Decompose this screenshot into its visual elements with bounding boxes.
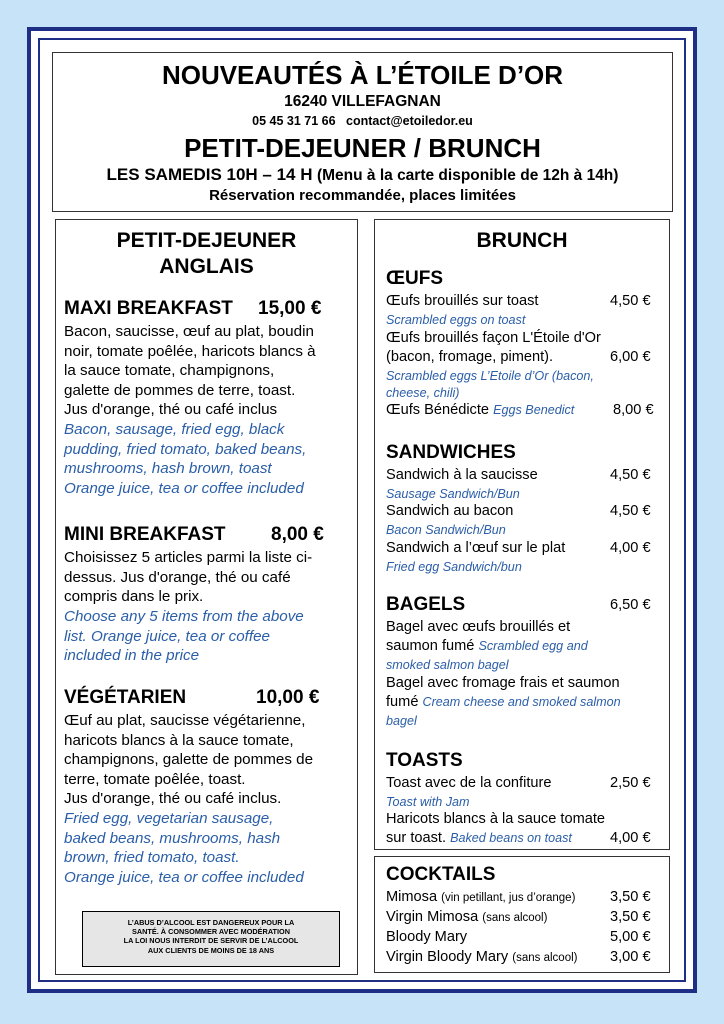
warning-line-4: AUX CLIENTS DE MOINS DE 18 ANS bbox=[147, 945, 275, 955]
mini-breakfast-title: MINI BREAKFAST bbox=[64, 524, 226, 545]
schedule bbox=[53, 165, 672, 185]
cocktail-item bbox=[386, 928, 467, 947]
maxi-fr-5: Jus d'orange, thé ou café inclus bbox=[64, 401, 278, 418]
bagel-item-2-en-1: Cream cheese and smoked salmon bbox=[422, 695, 621, 709]
veg-fr-5: Jus d'orange, thé ou café inclus. bbox=[64, 790, 282, 807]
restaurant-title: NOUVEAUTÉS À L’ÉTOILE D’OR bbox=[161, 60, 564, 90]
toast-item-2b-fr: sur toast. bbox=[386, 830, 447, 846]
vegetarian-title: VÉGÉTARIEN bbox=[64, 687, 187, 708]
maxi-fr-1: Bacon, saucisse, œuf au plat, boudin bbox=[64, 323, 314, 340]
cocktail-price: 3,50 € bbox=[610, 909, 651, 925]
toast-item-2-price: 4,00 € bbox=[610, 830, 651, 846]
restaurant-city: 16240 VILLEFAGNAN bbox=[284, 93, 441, 110]
left-title-1: PETIT-DEJEUNER bbox=[116, 229, 297, 252]
bagel-item-2a: Bagel avec fromage frais et saumon bbox=[386, 675, 620, 691]
schedule-main: LES SAMEDIS 10H – 14 H bbox=[106, 165, 313, 184]
mini-en-1: Choose any 5 items from the above bbox=[64, 608, 304, 625]
oeufs-item-1-price: 4,50 € bbox=[610, 293, 651, 309]
bagel-item-1-en-2: smoked salmon bagel bbox=[386, 658, 509, 672]
bagels-title: BAGELS bbox=[386, 594, 466, 615]
cocktail-name: Bloody Mary bbox=[386, 929, 468, 945]
sandwich-item-1-price: 4,50 € bbox=[610, 467, 651, 483]
email: contact@etoiledor.eu bbox=[346, 114, 473, 128]
oeufs-item-2-price: 6,00 € bbox=[610, 349, 651, 365]
mini-en-2: list. Orange juice, tea or coffee bbox=[64, 627, 270, 645]
toast-item-1-price: 2,50 € bbox=[610, 775, 651, 791]
sandwich-item-1-en: Sausage Sandwich/Bun bbox=[386, 487, 520, 501]
sandwich-item-3: Sandwich a l’œuf sur le plat bbox=[386, 540, 566, 556]
maxi-fr-3: la sauce tomate, champignons, bbox=[64, 362, 275, 379]
veg-fr-2: haricots blancs à la sauce tomate, bbox=[64, 731, 294, 749]
alcohol-warning bbox=[82, 911, 340, 967]
toast-item-2a: Haricots blancs à la sauce tomate bbox=[386, 811, 606, 827]
sandwich-item-2: Sandwich au bacon bbox=[386, 503, 514, 519]
maxi-fr-4: galette de pommes de terre, toast. bbox=[64, 381, 296, 399]
cocktail-item bbox=[386, 908, 547, 928]
maxi-en-3: mushrooms, hash brown, toast bbox=[64, 460, 272, 477]
oeufs-item-3-en: Eggs Benedict bbox=[493, 403, 575, 417]
maxi-en-1: Bacon, sausage, fried egg, black bbox=[64, 421, 285, 438]
cocktail-name: Virgin Mimosa bbox=[386, 909, 479, 925]
vegetarian-price: 10,00 € bbox=[256, 687, 320, 708]
cocktail-item bbox=[386, 948, 577, 968]
header-box bbox=[52, 52, 673, 212]
mini-breakfast-price: 8,00 € bbox=[271, 524, 324, 545]
bagel-item-1b-fr: saumon fumé bbox=[386, 638, 475, 654]
oeufs-item-2b: (bacon, fromage, piment). bbox=[386, 349, 554, 365]
bagel-item-1a: Bagel avec œufs brouillés et bbox=[386, 619, 571, 635]
cocktail-price: 5,00 € bbox=[610, 929, 651, 945]
veg-fr-3: champignons, galette de pommes de bbox=[64, 751, 314, 768]
sandwich-item-3-en: Fried egg Sandwich/bun bbox=[386, 560, 522, 574]
oeufs-item-3-price: 8,00 € bbox=[613, 402, 654, 418]
cocktail-name: Virgin Bloody Mary bbox=[386, 949, 509, 965]
maxi-fr-2: noir, tomate poêlée, haricots blancs à bbox=[64, 342, 316, 360]
cocktail-name: Mimosa bbox=[386, 889, 438, 905]
sandwich-item-2-en: Bacon Sandwich/Bun bbox=[386, 523, 506, 537]
oeufs-title: ŒUFS bbox=[386, 268, 443, 289]
sandwiches-title: SANDWICHES bbox=[386, 442, 516, 463]
bagel-item-1b bbox=[386, 637, 588, 656]
bagels-price: 6,50 € bbox=[610, 597, 651, 613]
toast-item-2-en: Baked beans on toast bbox=[450, 831, 572, 845]
cocktail-price: 3,00 € bbox=[610, 949, 651, 965]
toast-item-2b bbox=[386, 829, 572, 848]
oeufs-item-3-fr: Œufs Bénédicte bbox=[386, 402, 490, 418]
sandwich-item-2-price: 4,50 € bbox=[610, 503, 651, 519]
contact-line bbox=[53, 114, 672, 128]
mini-fr-1: Choisissez 5 articles parmi la liste ci- bbox=[64, 549, 313, 566]
page-title: PETIT-DEJEUNER / BRUNCH bbox=[184, 133, 541, 163]
bagel-item-2b-fr: fumé bbox=[386, 694, 419, 710]
oeufs-item-1: Œufs brouillés sur toast bbox=[386, 293, 539, 309]
bagel-item-2-en-2: bagel bbox=[386, 714, 417, 728]
maxi-en-4: Orange juice, tea or coffee included bbox=[64, 479, 304, 497]
toast-item-1: Toast avec de la confiture bbox=[386, 775, 552, 791]
maxi-breakfast-price: 15,00 € bbox=[258, 298, 322, 319]
brunch-title: BRUNCH bbox=[476, 229, 568, 252]
left-title-2: ANGLAIS bbox=[159, 255, 254, 278]
reservation-note: Réservation recommandée, places limitées bbox=[209, 187, 516, 204]
cocktail-price: 3,50 € bbox=[610, 889, 651, 905]
veg-en-3: brown, fried tomato, toast. bbox=[64, 849, 240, 866]
warning-line-1: L’ABUS D’ALCOOL EST DANGEREUX POUR LA bbox=[127, 918, 295, 927]
phone: 05 45 31 71 66 bbox=[252, 114, 336, 128]
cocktail-note: (sans alcool) bbox=[512, 952, 578, 964]
cocktails-title: COCKTAILS bbox=[386, 864, 496, 885]
warning-line-2: SANTÉ. À CONSOMMER AVEC MODÉRATION bbox=[132, 927, 290, 937]
veg-en-1: Fried egg, vegetarian sausage, bbox=[64, 810, 274, 827]
veg-fr-4: terre, tomate poêlée, toast. bbox=[64, 770, 246, 788]
cocktail-note: (sans alcool) bbox=[482, 912, 548, 924]
bagel-item-1-en-1: Scrambled egg and bbox=[478, 639, 588, 653]
schedule-note: (Menu à la carte disponible de 12h à 14h) bbox=[316, 167, 619, 184]
maxi-en-2: pudding, fried tomato, baked beans, bbox=[64, 440, 307, 458]
oeufs-item-3 bbox=[386, 401, 574, 420]
veg-fr-1: Œuf au plat, saucisse végétarienne, bbox=[64, 712, 306, 729]
mini-fr-2: dessus. Jus d'orange, thé ou café bbox=[64, 568, 291, 586]
maxi-breakfast-title: MAXI BREAKFAST bbox=[64, 298, 233, 319]
oeufs-item-2-en-1: Scrambled eggs L’Etoile d’Or (bacon, bbox=[386, 369, 594, 383]
bagel-item-2b bbox=[386, 693, 621, 712]
oeufs-item-2a: Œufs brouillés façon L'Étoile d'Or bbox=[386, 330, 601, 346]
toast-item-1-en: Toast with Jam bbox=[386, 795, 470, 809]
cocktail-item bbox=[386, 888, 575, 908]
veg-en-4: Orange juice, tea or coffee included bbox=[64, 868, 304, 886]
cocktail-note: (vin petillant, jus d’orange) bbox=[441, 892, 576, 904]
oeufs-item-2-en-2: cheese, chili) bbox=[386, 386, 460, 400]
sandwich-item-3-price: 4,00 € bbox=[610, 540, 651, 556]
oeufs-item-1-en: Scrambled eggs on toast bbox=[386, 313, 526, 327]
warning-line-3: LA LOI NOUS INTERDIT DE SERVIR DE L’ALCOOL bbox=[123, 936, 299, 946]
veg-en-2: baked beans, mushrooms, hash bbox=[64, 829, 281, 847]
mini-fr-3: compris dans le prix. bbox=[64, 588, 204, 605]
mini-en-3: included in the price bbox=[64, 647, 200, 664]
sandwich-item-1: Sandwich à la saucisse bbox=[386, 467, 538, 483]
toasts-title: TOASTS bbox=[386, 750, 463, 771]
